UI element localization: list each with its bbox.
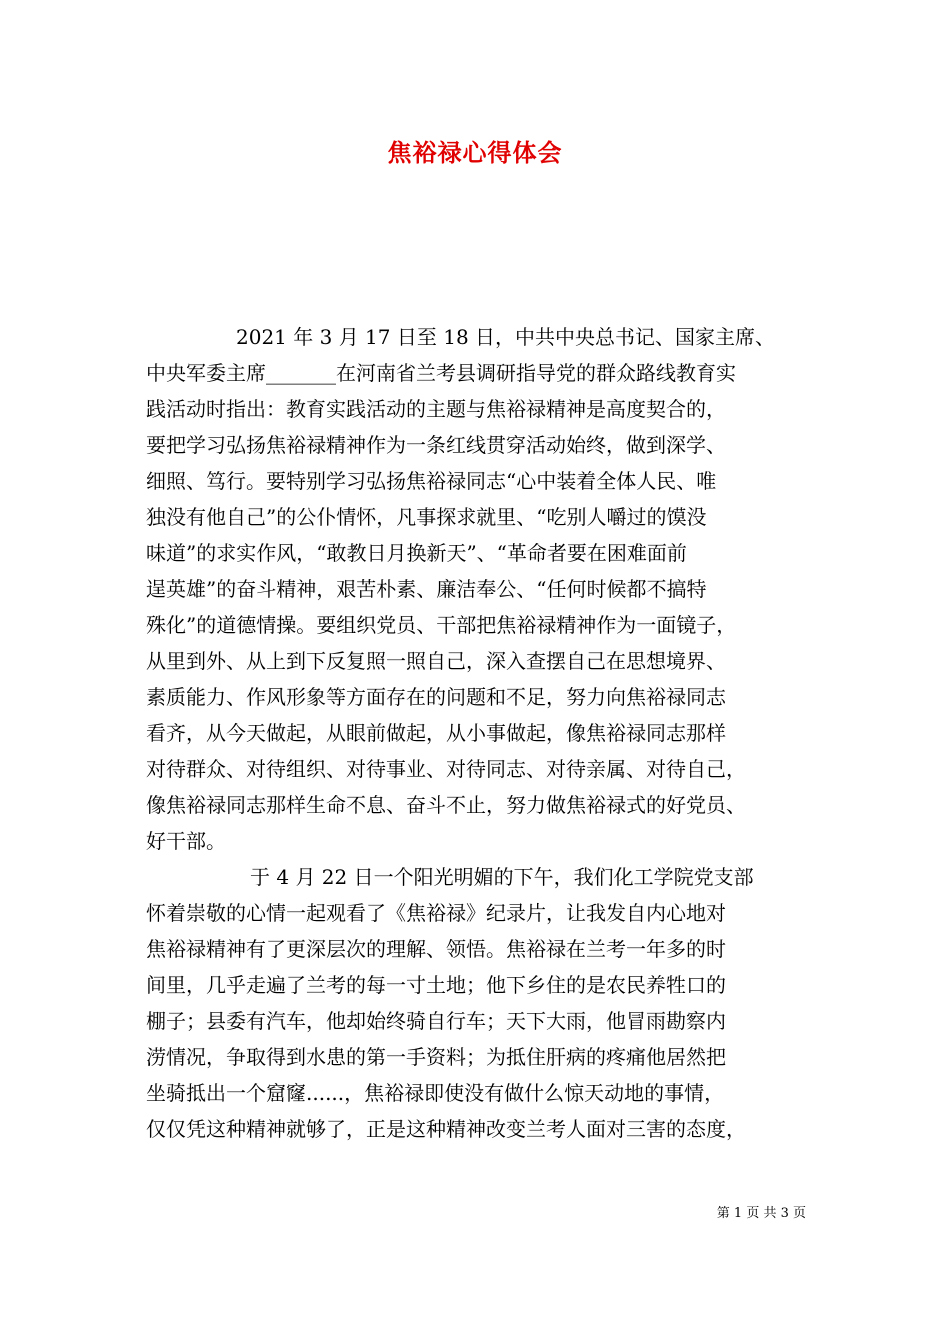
paragraph-line: 从里到外、从上到下反复照一照自己，深入查摆自己在思想境界、 (146, 649, 726, 673)
paragraph-line: 逞英雄”的奋斗精神，艰苦朴素、廉洁奉公、“任何时候都不搞特 (146, 577, 707, 601)
document-title: 焦裕禄心得体会 (387, 138, 563, 167)
paragraph-line: 棚子；县委有汽车，他却始终骑自行车；天下大雨，他冒雨勘察内 (146, 1009, 726, 1033)
paragraph-line: 对待群众、对待组织、对待事业、对待同志、对待亲属、对待自己， (146, 757, 746, 781)
paragraph-line: 好干部。 (146, 829, 226, 853)
paragraph-line: 味道”的求实作风，“敢教日月换新天”、“革命者要在困难面前 (146, 541, 687, 565)
paragraph-line: 像焦裕禄同志那样生命不息、奋斗不止，努力做焦裕禄式的好党员、 (146, 793, 746, 817)
paragraph-line: 怀着崇敬的心情一起观看了《焦裕禄》纪录片，让我发自内心地对 (146, 901, 726, 925)
paragraph-line: 殊化”的道德情操。要组织党员、干部把焦裕禄精神作为一面镜子， (146, 613, 737, 637)
paragraph-line: 中央军委主席_______在河南省兰考县调研指导党的群众路线教育实 (146, 361, 736, 385)
paragraph-line: 细照、笃行。要特别学习弘扬焦裕禄同志“心中装着全体人民、唯 (146, 469, 717, 493)
paragraph-line: 间里，几乎走遍了兰考的每一寸土地；他下乡住的是农民养牲口的 (146, 973, 726, 997)
paragraph-line: 要把学习弘扬焦裕禄精神作为一条红线贯穿活动始终，做到深学、 (146, 433, 726, 457)
paragraph-1 (146, 319, 806, 859)
document-body (146, 319, 806, 1147)
paragraph-line: 2021 年 3 月 17 日至 18 日，中共中央总书记、国家主席、 (236, 325, 776, 349)
page-number-footer: 第 1 页 共 3 页 (716, 1206, 806, 1221)
paragraph-line: 践活动时指出：教育实践活动的主题与焦裕禄精神是高度契合的， (146, 397, 726, 421)
paragraph-line: 看齐，从今天做起，从眼前做起，从小事做起，像焦裕禄同志那样 (146, 721, 726, 745)
paragraph-line: 素质能力、作风形象等方面存在的问题和不足，努力向焦裕禄同志 (146, 685, 726, 709)
paragraph-line: 焦裕禄精神有了更深层次的理解、领悟。焦裕禄在兰考一年多的时 (146, 937, 726, 961)
paragraph-line: 坐骑抵出一个窟窿......，焦裕禄即使没有做什么惊天动地的事情， (146, 1081, 725, 1105)
paragraph-line: 独没有他自己”的公仆情怀，凡事探求就里、“吃别人嚼过的馍没 (146, 505, 707, 529)
paragraph-line: 于 4 月 22 日一个阳光明媚的下午，我们化工学院党支部 (250, 865, 754, 889)
paragraph-2 (146, 859, 806, 1147)
paragraph-line: 涝情况，争取得到水患的第一手资料；为抵住肝病的疼痛他居然把 (146, 1045, 726, 1069)
paragraph-line: 仅仅凭这种精神就够了，正是这种精神改变兰考人面对三害的态度， (146, 1117, 746, 1141)
